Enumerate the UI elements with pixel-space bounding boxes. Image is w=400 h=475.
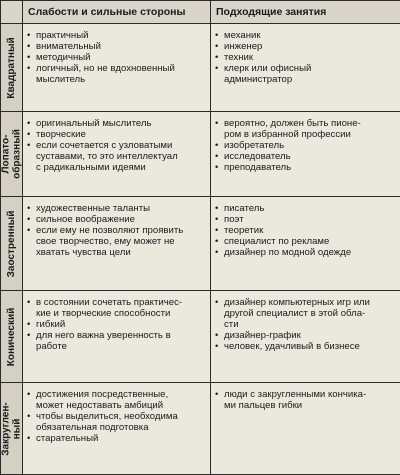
header-row [1, 1, 400, 24]
table-row [1, 112, 400, 197]
list-item: • исследователь [215, 151, 396, 162]
traits-cell [23, 383, 211, 475]
header-jobs: Подходящие занятия [211, 1, 400, 24]
table-body [1, 24, 400, 475]
list-item: • творческие [27, 129, 206, 140]
row-label-cell [1, 383, 23, 475]
list-item: • люди с закругленными кончика- ми пальцев гибки [215, 389, 396, 411]
header-corner [1, 1, 23, 24]
list-item: • старательный [27, 433, 206, 444]
list-item: • если сочетается с узловатыми суставами, то это интеллектуал с радикальными идеями [27, 140, 206, 173]
traits-cell [23, 291, 211, 383]
list-item: • поэт [215, 214, 396, 225]
list-item: • вероятно, должен быть пионе- ром в избранной профессии [215, 118, 396, 140]
row-label: Закруглен- ный [1, 402, 22, 455]
traits-cell [23, 24, 211, 112]
traits-cell [23, 197, 211, 291]
jobs-cell [211, 112, 400, 197]
jobs-list [215, 118, 396, 173]
list-item: • специалист по рекламе [215, 236, 396, 247]
list-item: • писатель [215, 203, 396, 214]
list-item: • человек, удачливый в бизнесе [215, 341, 396, 352]
jobs-cell [211, 197, 400, 291]
list-item: • в состоянии сочетать практичес- кие и творческие способности [27, 297, 206, 319]
traits-cell [23, 112, 211, 197]
list-item: • дизайнер компьютерных игр или другой специалист в этой обла- сти [215, 297, 396, 330]
table-row [1, 24, 400, 112]
list-item: • если ему не позволяют проявить свое творчество, ему может не хватать чувства цели [27, 225, 206, 258]
row-label: Лопато- образный [1, 129, 22, 179]
list-item: • изобретатель [215, 140, 396, 151]
list-item: • для него важна уверенность в работе [27, 330, 206, 352]
table-row [1, 383, 400, 475]
list-item: • механик [215, 30, 396, 41]
traits-list [27, 30, 206, 85]
list-item: • преподаватель [215, 162, 396, 173]
list-item: • логичный, но не вдохновенный мыслитель [27, 63, 206, 85]
list-item: • инженер [215, 41, 396, 52]
row-label: Конический [6, 307, 17, 366]
row-label-cell [1, 112, 23, 197]
list-item: • чтобы выделиться, необходима обязательная подготовка [27, 411, 206, 433]
list-item: • техник [215, 52, 396, 63]
row-label-cell [1, 24, 23, 112]
table-row [1, 291, 400, 383]
jobs-list [215, 297, 396, 352]
jobs-list [215, 30, 396, 85]
list-item: • внимательный [27, 41, 206, 52]
list-item: • художественные таланты [27, 203, 206, 214]
jobs-list [215, 203, 396, 258]
jobs-list [215, 389, 396, 411]
list-item: • сильное воображение [27, 214, 206, 225]
jobs-cell [211, 383, 400, 475]
jobs-cell [211, 291, 400, 383]
list-item: • оригинальный мыслитель [27, 118, 206, 129]
row-label-cell [1, 197, 23, 291]
traits-list [27, 203, 206, 258]
row-label-cell [1, 291, 23, 383]
list-item: • достижения посредственные, может недоставать амбиций [27, 389, 206, 411]
jobs-cell [211, 24, 400, 112]
row-label: Квадратный [6, 37, 17, 98]
list-item: • дизайнер-график [215, 330, 396, 341]
table-row [1, 197, 400, 291]
traits-list [27, 389, 206, 444]
traits-list [27, 297, 206, 352]
list-item: • теоретик [215, 225, 396, 236]
list-item: • дизайнер по модной одежде [215, 247, 396, 258]
traits-list [27, 118, 206, 173]
row-label: Заостренный [6, 210, 17, 277]
list-item: • методичный [27, 52, 206, 63]
list-item: • практичный [27, 30, 206, 41]
header-traits: Слабости и сильные стороны [23, 1, 211, 24]
list-item: • клерк или офисный администратор [215, 63, 396, 85]
list-item: • гибкий [27, 319, 206, 330]
